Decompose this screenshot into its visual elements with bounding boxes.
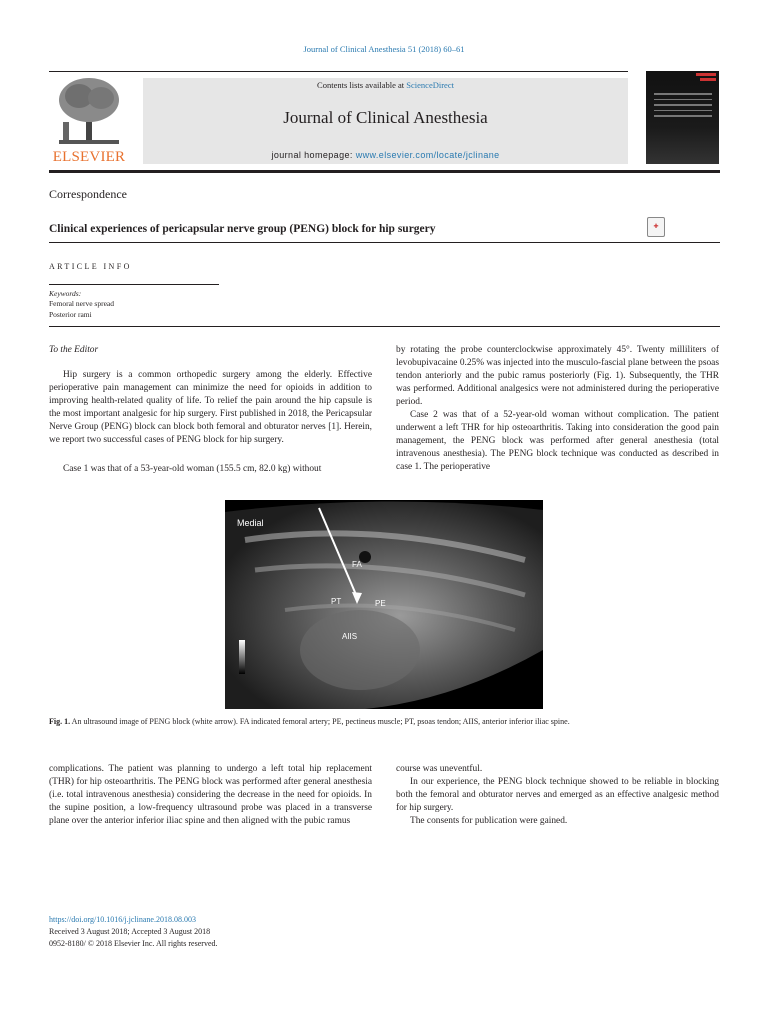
keywords-label: Keywords: <box>49 289 82 298</box>
figure-caption <box>49 717 720 726</box>
contents-line <box>143 80 628 90</box>
body-paragraph: In our experience, the PENG block technique showed to be reliable in blocking both the femoral and obturator nerves and emerged as an effective analgesic method for hip surgery. <box>396 777 719 813</box>
ultrasound-figure <box>225 500 543 709</box>
body-paragraph: course was uneventful. <box>396 764 483 774</box>
cover-text-lines <box>654 93 712 121</box>
medial-label: Medial <box>237 518 264 528</box>
elsevier-logo <box>49 74 129 166</box>
keywords-rule <box>49 326 720 327</box>
pe-label: PE <box>375 599 386 608</box>
header-thick-rule <box>49 170 720 173</box>
homepage-prefix: journal homepage: <box>271 150 356 160</box>
keyword-item: Posterior rami <box>49 310 92 319</box>
copyright-notice: 0952-8180/ © 2018 Elsevier Inc. All rights reserved. <box>49 939 218 948</box>
body-paragraph: by rotating the probe counterclockwise approximately 45°. Twenty milliliters of levobupivacaine 0.25% was injected into the musculo-fascial plane between the psoas tendon anteriorly and the pubic ramus posteriorly (Fig. 1). Subsequently, the THR was performed. Additional analgesics were not administered during the perioperative period. <box>396 345 719 407</box>
article-section: Correspondence <box>49 187 127 201</box>
publisher-logo-text: ELSEVIER <box>52 149 126 165</box>
body-paragraph: complications. The patient was planning to undergo a left total hip replacement (THR) for hip osteoarthritis. The PENG block was performed after general anesthesia (i.e. total intravenous anesthesia) considering the decrease in the need for opioids. In the supine position, a low-frequency ultrasound probe was placed in a transverse plane over the anterior inferior iliac spine and then aligned with the pubic ramus <box>49 764 372 826</box>
sciencedirect-link[interactable]: ScienceDirect <box>406 80 454 90</box>
figure-caption-label: Fig. 1. <box>49 717 71 726</box>
homepage-link[interactable]: www.elsevier.com/locate/jclinane <box>355 150 500 160</box>
figure-caption-text: An ultrasound image of PENG block (white arrow). FA indicated femoral artery; PE, pectineus muscle; PT, psoas tendon; AIIS, anterior inferior iliac spine. <box>70 717 570 726</box>
journal-title: Journal of Clinical Anesthesia <box>283 108 488 127</box>
body-paragraph: Case 1 was that of a 53-year-old woman (155.5 cm, 82.0 kg) without <box>63 464 322 474</box>
received-dates: Received 3 August 2018; Accepted 3 August 2018 <box>49 927 211 936</box>
journal-reference-link[interactable]: Journal of Clinical Anesthesia 51 (2018) 60–61 <box>303 44 465 54</box>
body-paragraph: Case 2 was that of a 52-year-old woman without complication. The patient underwent a left THR for hip osteoarthritis. Taking into consideration the good pain management, the PENG block was performed after general anesthesia (total intravenous anesthesia). The PENG block technique was conducted as described in case 1. The perioperative <box>396 410 719 472</box>
keyword-item: Femoral nerve spread <box>49 299 114 308</box>
fa-label: FA <box>352 560 362 569</box>
journal-cover-image[interactable] <box>646 71 719 164</box>
homepage-line <box>143 150 628 160</box>
title-rule <box>49 242 720 243</box>
crossmark-icon[interactable]: ✚ <box>647 217 665 237</box>
header-rule <box>49 71 628 72</box>
aiis-label: AIIS <box>342 632 358 641</box>
salutation: To the Editor <box>49 345 99 355</box>
tree-icon <box>49 74 129 150</box>
body-paragraph: The consents for publication were gained. <box>410 816 568 826</box>
article-title: Clinical experiences of pericapsular nerve group (PENG) block for hip surgery <box>49 223 436 235</box>
pt-label: PT <box>331 597 342 606</box>
article-info-heading: ARTICLE INFO <box>49 262 132 271</box>
article-info-rule <box>49 284 219 285</box>
cover-logo-icon <box>696 73 716 89</box>
ultrasound-image <box>225 500 543 709</box>
contents-prefix: Contents lists available at <box>317 80 407 90</box>
doi-link[interactable]: https://doi.org/10.1016/j.jclinane.2018.08.003 <box>49 915 196 924</box>
body-paragraph: Hip surgery is a common orthopedic surgery among the elderly. Effective perioperative pain management can minimize the need for opioids in addition to improving health-related quality of life. To relief the pain around the hip capsule is the most important analgesic for hip surgery. First published in 2018, the Pericapsular Nerve Group (PENG) block can block both femoral and obturator nerves [1]. Herein, we report two successful cases of PENG block for hip surgery. <box>49 370 372 445</box>
